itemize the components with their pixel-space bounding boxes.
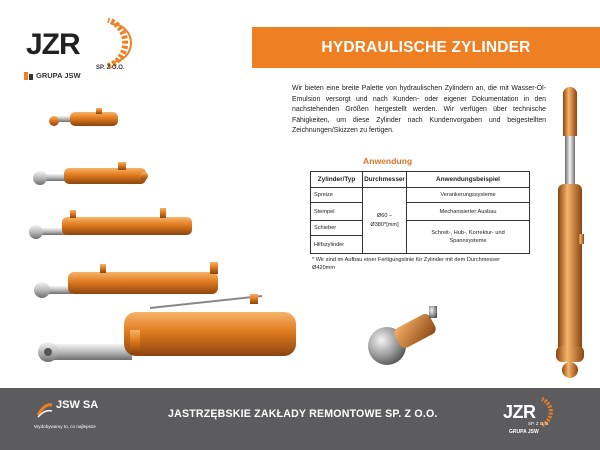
application-table [310,171,530,254]
table-row [311,188,530,203]
page-title: HYDRAULISCHE ZYLINDER [321,38,531,56]
footer-bar [0,388,600,450]
jsw-slogan: Wydobywamy to, co najlepsze [34,424,96,429]
col-header-type: Zylinder/Typ [311,172,363,188]
col-header-diameter: Durchmesser [363,172,407,188]
company-name: JASTRZĘBSKIE ZAKŁADY REMONTOWE SP. Z O.O. [168,408,438,420]
jsw-logo-text: JSW SA [56,399,99,411]
cylinder-image-2 [33,162,148,185]
table-header-row [311,172,530,188]
intro-text: Wir bieten eine breite Palette von hydraulischen Zylindern an, die mit Wasser-Öl-Emulsion versorgt und nach Kunden- oder eigener Dokumentation in den nachstehenden Größen hergestellt werden. Wir verfügen über technische Fähigkeiten, um diese Zylinder nach Kundenvorgaben und beigestellten Zeichnungen/Skizzen zu fertigen. [292,85,546,135]
tall-cylinder-image [548,84,598,384]
cylinder-image-1 [49,108,118,126]
example-cell: Mechanisierter Ausbau [407,203,530,221]
jzr-logo [24,20,134,82]
jsw-logo-icon [36,401,54,419]
table-row [311,203,530,221]
gear-icon [104,18,138,68]
logo-brand: JZR [26,28,80,61]
footnote: * Wir sind im Aufbau einer Fertigungslinie für Zylinder mit dem Durchmesser Ø420mm [312,257,501,272]
example-cell: Schreit-, Hub-, Korrektur- und Spannsysteme [407,221,530,254]
ball-joint-image [365,294,445,374]
col-header-example: Anwendungsbeispiel [407,172,530,188]
cylinder-image-5 [38,294,296,362]
footer-jzr-logo: JZR [503,402,536,422]
logo-sp: SP. Z O.O. [96,65,125,71]
cylinder-image-4 [34,262,218,298]
cylinder-images [0,90,310,390]
footer-jzr-grupa: GRUPA JSW [509,429,539,435]
anwendung-title: Anwendung [363,156,413,166]
table-row [311,221,530,236]
type-cell: Stempel [311,203,363,221]
grupa-mark-icon [24,72,34,80]
type-cell: Hilfszylinder [311,236,363,254]
example-cell: Verankerungssysteme [407,188,530,203]
type-cell: Schieber [311,221,363,236]
type-cell: Spreize [311,188,363,203]
diameter-cell: Ø60 – Ø380*[mm] [363,188,407,254]
logo-grupa: GRUPA JSW [36,71,81,80]
footer-jzr-sp: SP. Z O.O. [528,421,550,426]
header-bar [252,27,600,68]
cylinder-image-3 [29,208,192,239]
